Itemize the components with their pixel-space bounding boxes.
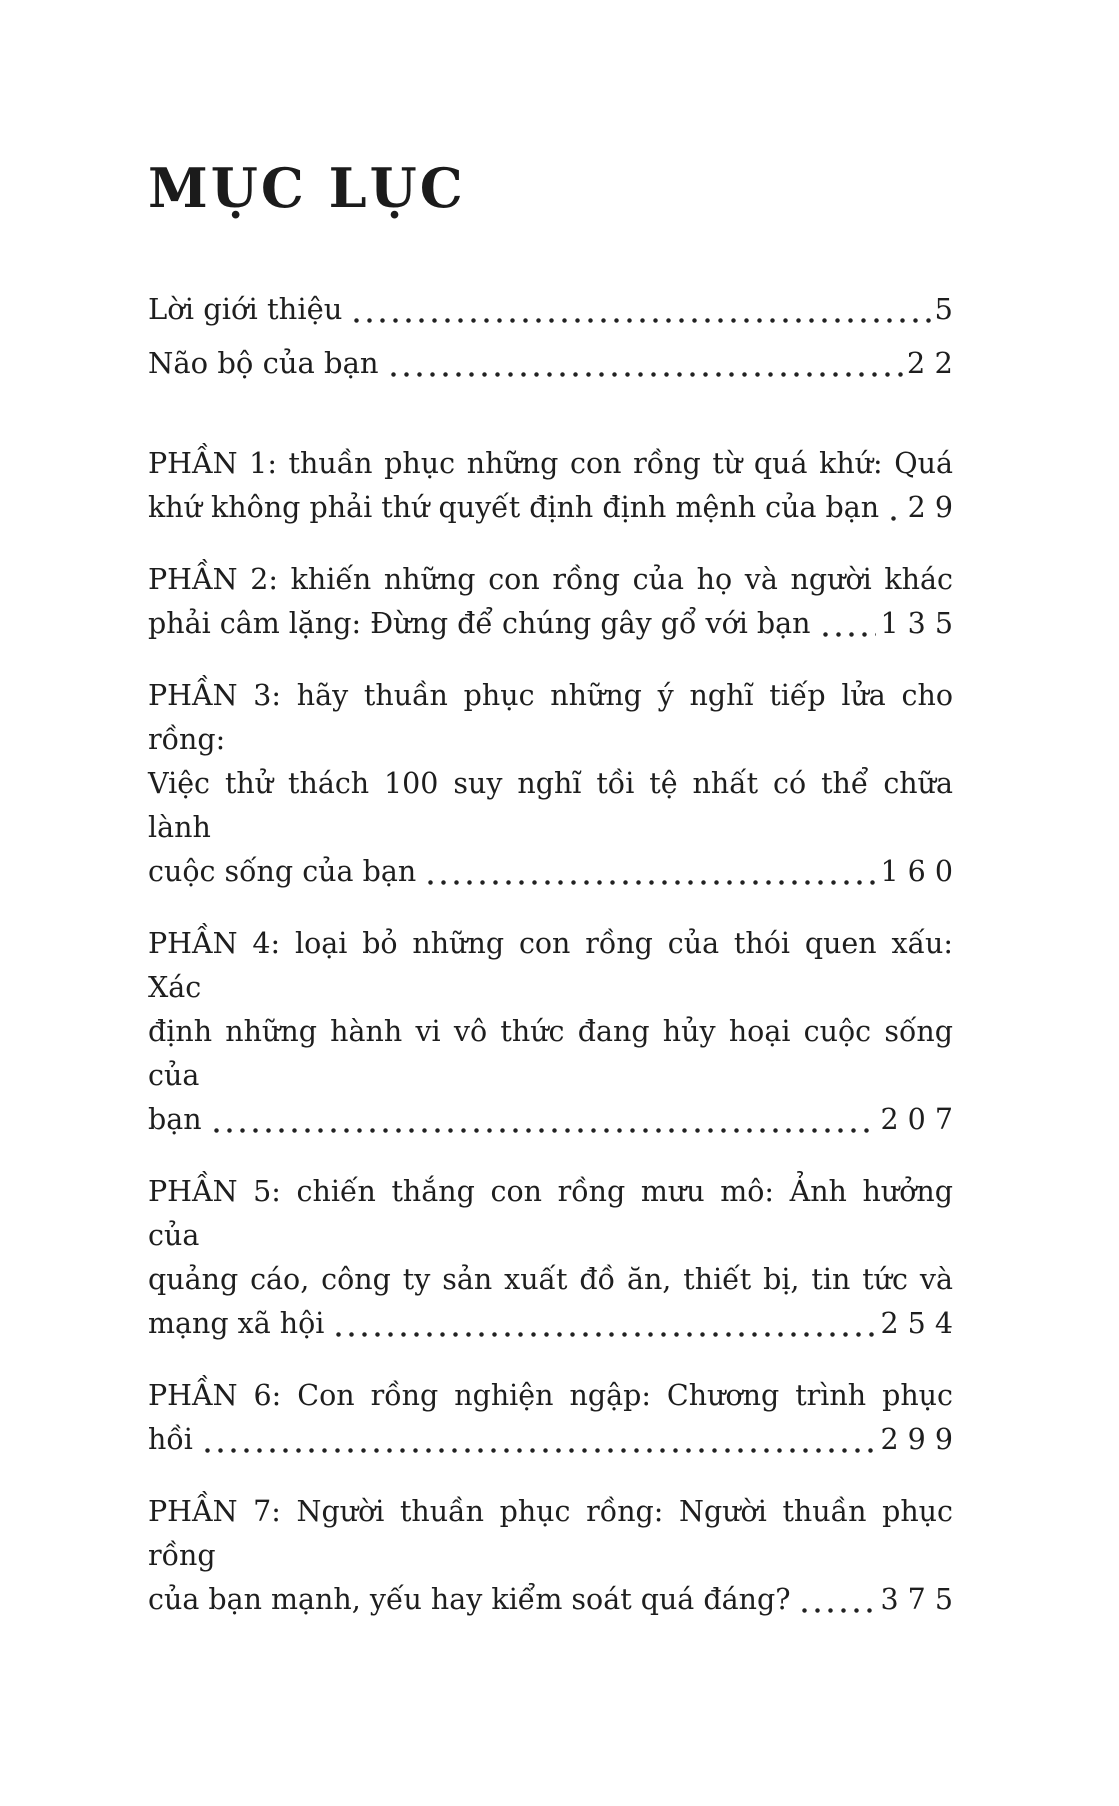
dot-leader (332, 1302, 876, 1346)
toc-page-number: 2 9 9 (880, 1423, 953, 1456)
toc-page-number: 5 (934, 292, 953, 326)
toc-entry-line: PHẦN 6: Con rồng nghiện ngập: Chương trình phục (148, 1379, 953, 1412)
toc-sections-group (148, 442, 953, 1622)
toc-intro-group (148, 282, 953, 390)
toc-entry-line: Việc thử thách 100 suy nghĩ tồi tệ nhất có thể chữa lành (148, 767, 953, 844)
dot-leader (424, 850, 876, 894)
toc-entry-line: định những hành vi vô thức đang hủy hoại cuộc sống của (148, 1015, 953, 1092)
toc-page-number: 2 0 7 (880, 1103, 953, 1136)
book-page (0, 156, 1119, 1806)
toc-entry-last-line (148, 1302, 953, 1346)
toc-entry-label: cuộc sống của bạn (148, 855, 417, 888)
toc-entry-label: Não bộ của bạn (148, 346, 379, 380)
toc-entry-line: PHẦN 3: hãy thuần phục những ý nghĩ tiếp lửa cho rồng: (148, 679, 953, 756)
toc-entry-last-line (148, 602, 953, 646)
toc-page-number: 2 2 (906, 346, 953, 380)
toc-entry-section-3 (148, 674, 953, 894)
toc-entry-section-7 (148, 1490, 953, 1622)
toc-page-number: 2 5 4 (880, 1307, 953, 1340)
toc-entry-section-2 (148, 558, 953, 646)
toc-entry-line: PHẦN 4: loại bỏ những con rồng của thói quen xấu: Xác (148, 927, 953, 1004)
toc-entry-label: hồi (148, 1423, 193, 1456)
toc-entry-line: PHẦN 1: thuần phục những con rồng từ quá khứ: Quá (148, 447, 953, 480)
toc-entry-line: PHẦN 7: Người thuần phục rồng: Người thuần phục rồng (148, 1495, 953, 1572)
toc-entry-label: bạn (148, 1103, 202, 1136)
toc-page-number: 2 9 (907, 491, 953, 524)
dot-leader (210, 1098, 877, 1142)
toc-entry-line: PHẦN 5: chiến thắng con rồng mưu mô: Ảnh hưởng của (148, 1175, 953, 1252)
toc-entry-label: mạng xã hội (148, 1307, 325, 1340)
toc-entry-label: phải câm lặng: Đừng để chúng gây gổ với bạn (148, 607, 811, 640)
toc-entry-line: quảng cáo, công ty sản xuất đồ ăn, thiết bị, tin tức và (148, 1263, 953, 1296)
dot-leader (201, 1418, 877, 1462)
toc-entry-label: Lời giới thiệu (148, 292, 343, 326)
toc-entry-last-line (148, 1418, 953, 1462)
dot-leader (819, 602, 877, 646)
toc-entry-label: khứ không phải thứ quyết định định mệnh của bạn (148, 491, 880, 524)
toc-page-number: 1 3 5 (880, 607, 953, 640)
toc-entry-last-line (148, 486, 953, 530)
toc-entry-section-1 (148, 442, 953, 530)
toc-entry-line: PHẦN 2: khiến những con rồng của họ và người khác (148, 563, 953, 596)
toc-entry-last-line (148, 1098, 953, 1142)
toc-entry-last-line (148, 850, 953, 894)
toc-entry-intro (148, 282, 953, 336)
toc-entry-intro (148, 336, 953, 390)
page-title: MỤC LỤC (148, 156, 466, 220)
dot-leader (798, 1578, 876, 1622)
dot-leader (350, 282, 930, 336)
dot-leader (887, 486, 904, 530)
toc-entry-section-5 (148, 1170, 953, 1346)
toc-entry-label: của bạn mạnh, yếu hay kiểm soát quá đáng? (148, 1583, 791, 1616)
toc-entry-section-4 (148, 922, 953, 1142)
toc-page-number: 3 7 5 (880, 1583, 953, 1616)
toc-entry-section-6 (148, 1374, 953, 1462)
toc-entry-last-line (148, 1578, 953, 1622)
dot-leader (387, 336, 903, 390)
toc-page-number: 1 6 0 (880, 855, 953, 888)
